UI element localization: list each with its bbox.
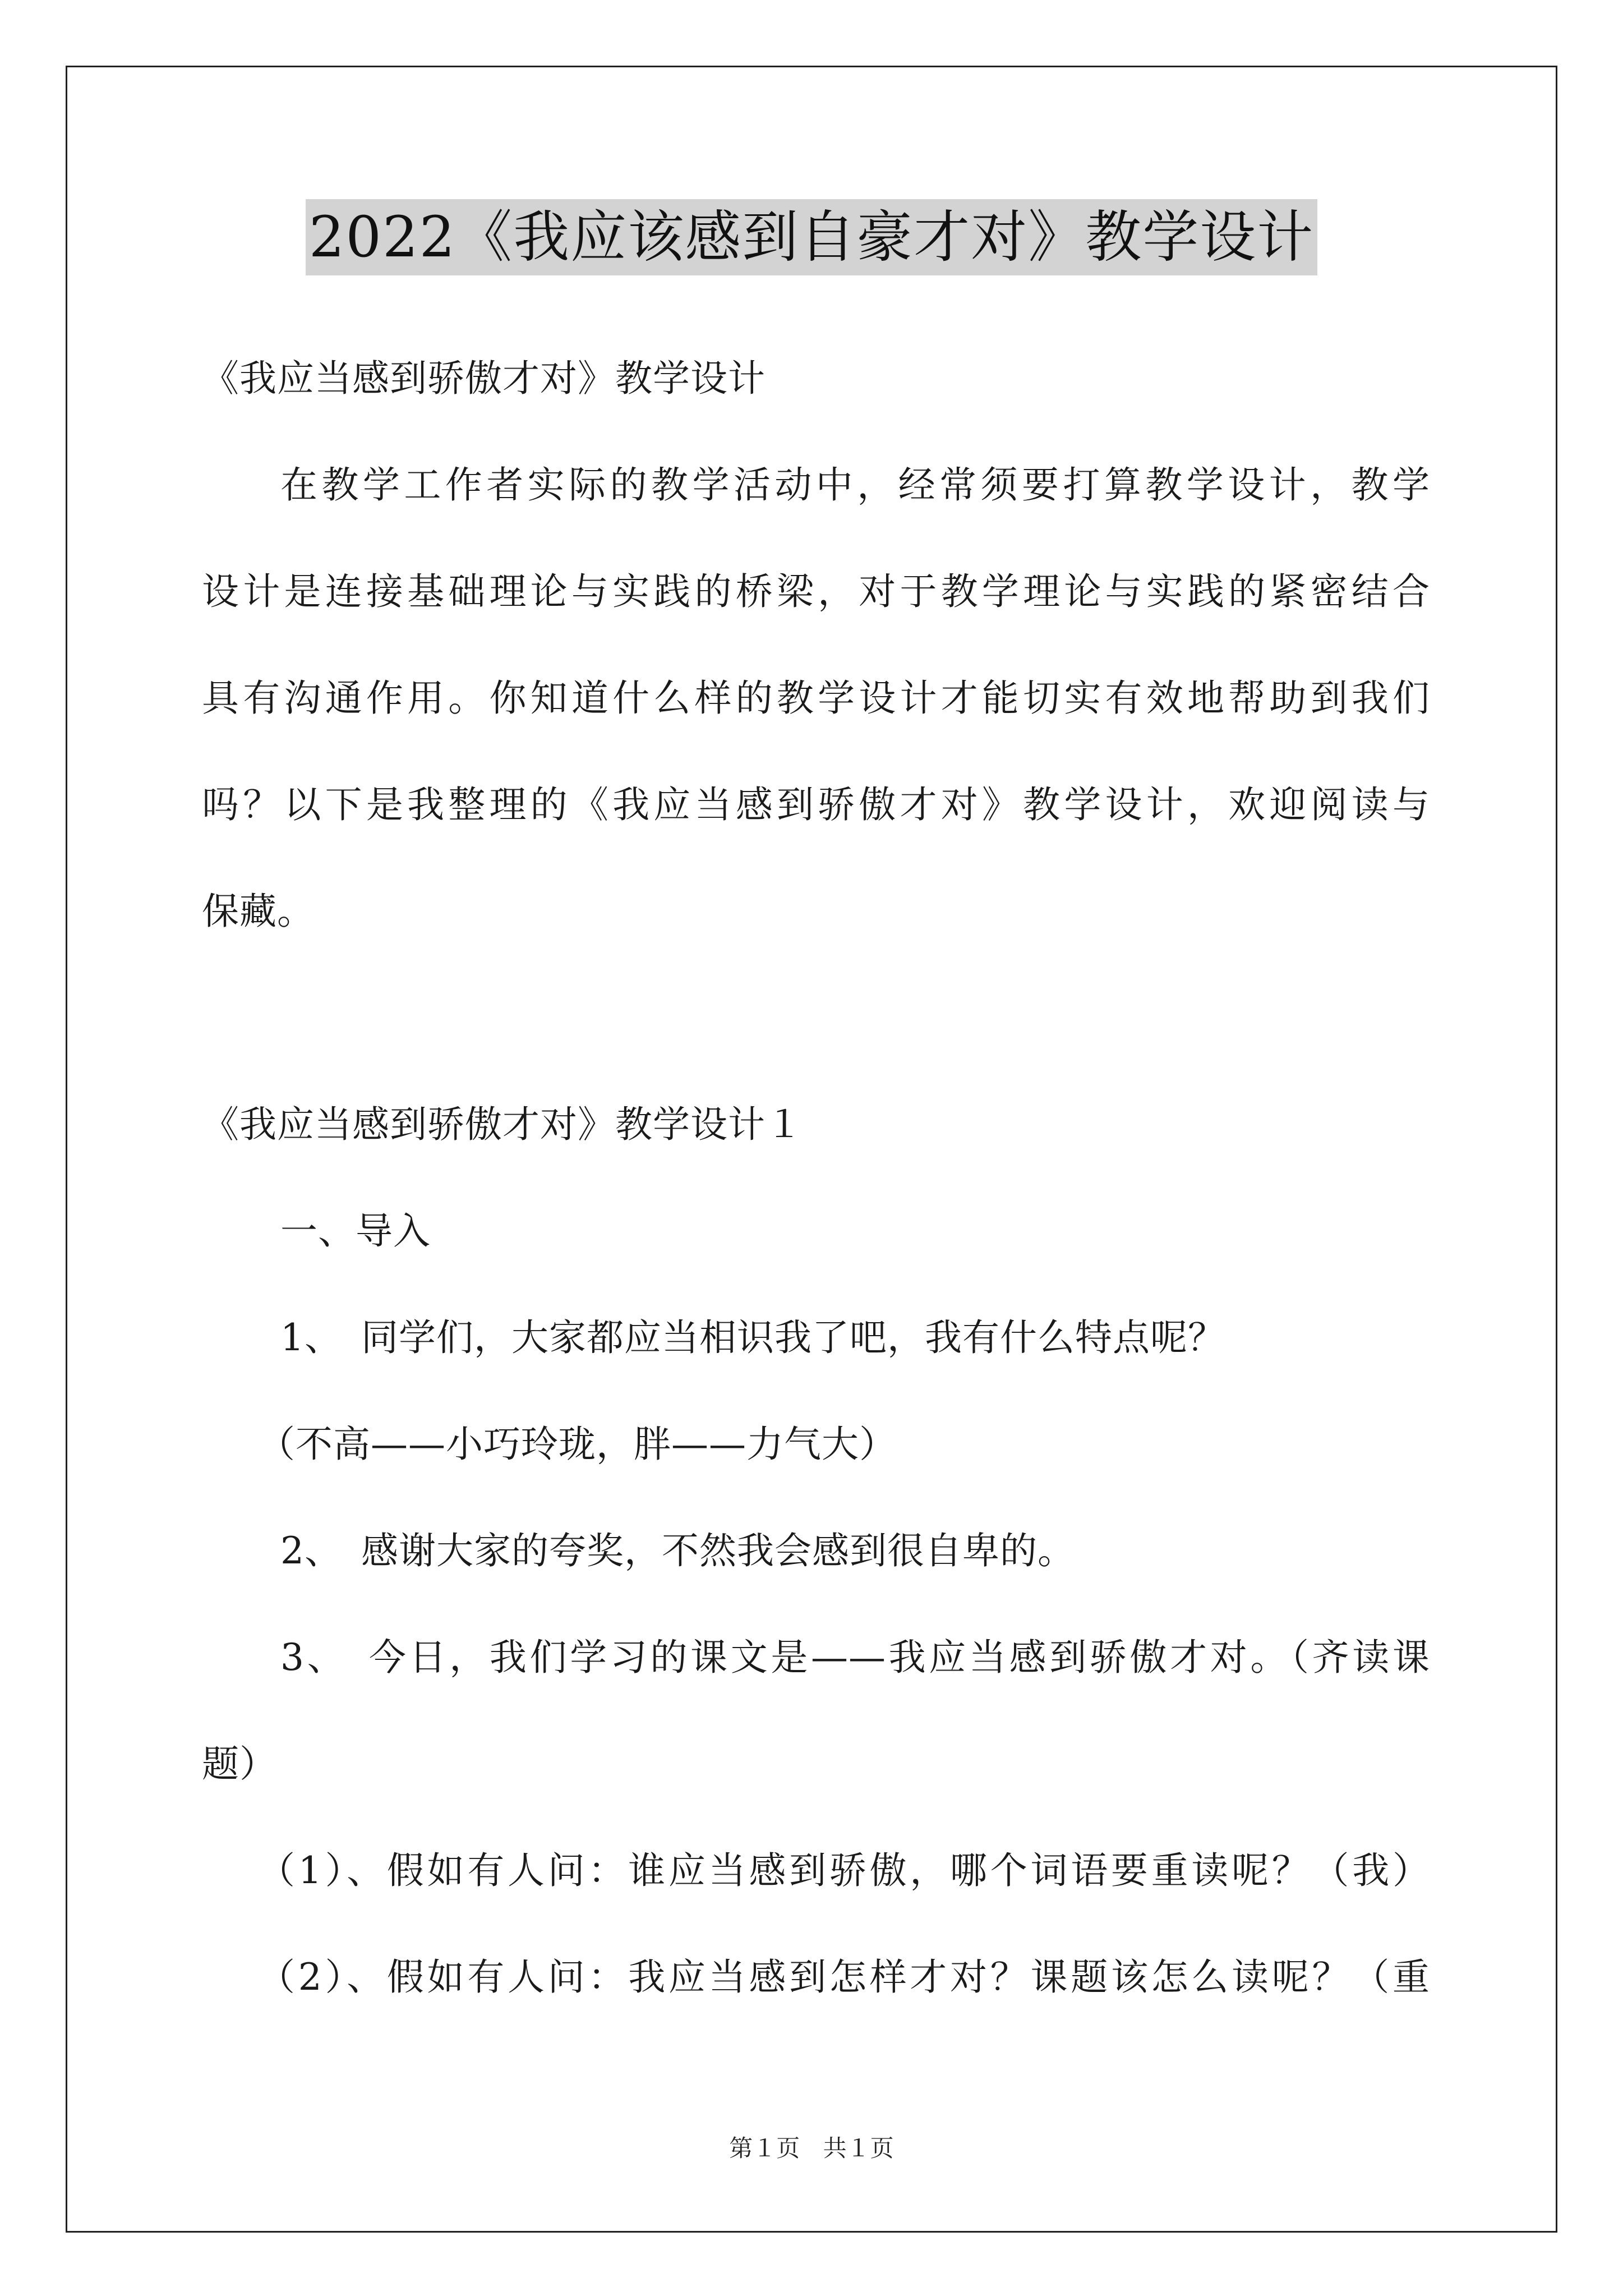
document-title: 2022《我应该感到自豪才对》教学设计 — [306, 199, 1318, 275]
list-item: （2）、假如有人问：我应当感到怎样才对？课题该怎么读呢？（重 — [258, 1955, 1430, 1999]
subtitle-line: 《我应当感到骄傲才对》教学设计 — [202, 357, 766, 400]
title-container — [0, 199, 1623, 275]
list-item: （1）、假如有人问：谁应当感到骄傲，哪个词语要重读呢？（我） — [258, 1849, 1430, 1892]
list-item: 2、 感谢大家的夸奖，不然我会感到很自卑的。 — [280, 1529, 1075, 1572]
section-item: 一、导入 — [280, 1209, 431, 1253]
page-footer — [0, 2132, 1623, 2165]
paragraph-line: 在教学工作者实际的教学活动中，经常须要打算教学设计，教学 — [280, 463, 1430, 507]
list-item-continuation: 题） — [202, 1742, 277, 1786]
paragraph-line: 设计是连接基础理论与实践的桥梁，对于教学理论与实践的紧密结合 — [202, 570, 1430, 613]
paragraph-line: 吗？以下是我整理的《我应当感到骄傲才对》教学设计，欢迎阅读与 — [202, 783, 1430, 826]
paragraph-line: 保藏。 — [202, 890, 315, 933]
page-total: 共１页 — [823, 2134, 894, 2162]
list-item-note: （不高——小巧玲珑，胖——力气大） — [258, 1423, 897, 1466]
page-number: 第１页 — [729, 2134, 800, 2162]
list-item: 3、 今日，我们学习的课文是——我应当感到骄傲才对。（齐读课 — [280, 1636, 1430, 1679]
paragraph-line: 具有沟通作用。你知道什么样的教学设计才能切实有效地帮助到我们 — [202, 677, 1430, 720]
list-item: 1、 同学们，大家都应当相识我了吧，我有什么特点呢？ — [280, 1316, 1225, 1359]
section-heading: 《我应当感到骄傲才对》教学设计１ — [202, 1103, 803, 1146]
